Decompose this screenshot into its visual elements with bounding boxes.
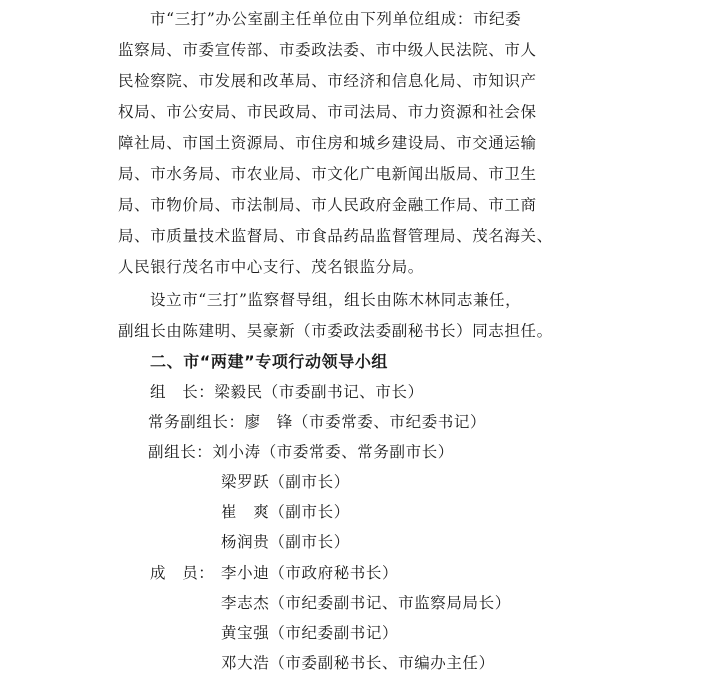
paragraph1-line-2: 监察局、市委宣传部、市委政法委、市中级人民法院、市人 <box>118 41 537 59</box>
paragraph1-line-8: 局、市质量技术监督局、市食品药品监督管理局、茂名海关、 <box>118 227 553 245</box>
paragraph1-line-9: 人民银行茂名市中心支行、茂名银监分局。 <box>118 258 424 276</box>
paragraph1-line-6: 局、市水务局、市农业局、市文化广电新闻出版局、市卫生 <box>118 165 537 183</box>
leader-entry: 梁毅民（市委副书记、市长） <box>214 383 424 401</box>
executive-deputy-row <box>148 407 486 437</box>
paragraph2-line-2: 副组长由陈建明、吴豪新（市委政法委副秘书长）同志担任。 <box>118 322 553 340</box>
member-entry: 李小迪（市政府秘书长） <box>221 564 399 582</box>
members-role: 成 员： <box>150 564 215 582</box>
paragraph1-line-5: 障社局、市国土资源局、市住房和城乡建设局、市交通运输 <box>118 134 537 152</box>
deputies-role: 副组长： <box>148 443 213 461</box>
executive-deputy-role: 常务副组长： <box>148 413 245 431</box>
executive-deputy-entry: 廖 锋（市委常委、市纪委书记） <box>244 413 487 431</box>
deputy-entry: 杨润贵（副市长） <box>221 533 350 551</box>
deputies-row-1 <box>148 437 454 467</box>
paragraph1-line-7: 局、市物价局、市法制局、市人民政府金融工作局、市工商 <box>118 196 537 214</box>
paragraph1-line-3: 民检察院、市发展和改革局、市经济和信息化局、市知识产 <box>118 72 537 90</box>
paragraph2-line-1: 设立市“三打”监察督导组，组长由陈木林同志兼任， <box>150 291 522 309</box>
section2-heading: 二、市“两建”专项行动领导小组 <box>150 352 389 371</box>
paragraph1-line-4: 权局、市公安局、市民政局、市司法局、市力资源和社会保 <box>118 103 537 121</box>
deputy-entry: 梁罗跃（副市长） <box>221 473 350 491</box>
member-entry: 邓大浩（市委副秘书长、市编办主任） <box>221 654 495 672</box>
member-entry: 黄宝强（市纪委副书记） <box>221 624 399 642</box>
members-row-1 <box>150 558 398 588</box>
paragraph1-line-1: 市“三打”办公室副主任单位由下列单位组成：市纪委 <box>150 10 522 28</box>
leader-role: 组 长： <box>150 383 215 401</box>
deputy-entry: 崔 爽（副市长） <box>221 503 350 521</box>
leader-row <box>150 377 424 407</box>
member-entry: 李志杰（市纪委副书记、市监察局局长） <box>221 594 511 612</box>
deputy-entry: 刘小涛（市委常委、常务副市长） <box>212 443 454 461</box>
